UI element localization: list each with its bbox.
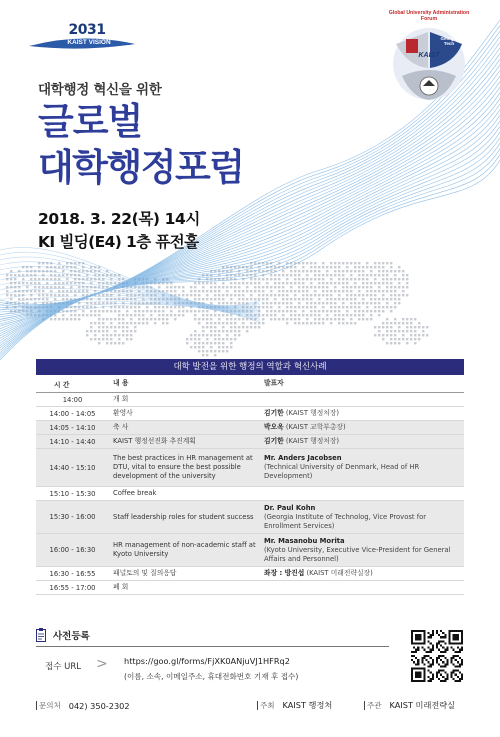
agenda-row — [36, 501, 464, 534]
footer-contact-value: 042) 350-2302 — [68, 700, 130, 711]
column-speaker: 발표자 — [264, 379, 284, 387]
column-time: 시 간 — [54, 380, 70, 389]
event-title-line1: 글로벌 — [38, 100, 143, 143]
speaker-name: Dr. Paul Kohn — [264, 503, 316, 512]
agenda-content: KAIST 행정선진화 추진계획 — [113, 437, 196, 445]
agenda-speaker — [258, 454, 464, 481]
footer-host-label: 주최 — [260, 701, 275, 710]
registration-url-link[interactable]: https://goo.gl/forms/FjXK0ANjuVJ1HFRq2 — [124, 656, 290, 666]
agenda-content: Staff leadership roles for student success — [113, 512, 254, 521]
speaker-affiliation: (KAIST 교학부총장) — [283, 423, 346, 431]
forum-title: Global University Administration Forum — [388, 10, 470, 22]
agenda-content: Coffee break — [113, 489, 157, 497]
vision-text: KAIST VISION — [67, 39, 111, 46]
agenda-rows — [36, 393, 464, 595]
column-content: 내 용 — [113, 379, 129, 387]
speaker-affiliation: (Kyoto University, Executive Vice-President for General Affairs and Personnel) — [264, 545, 451, 563]
agenda-speaker — [258, 409, 464, 418]
agenda-time: 15:10 - 15:30 — [49, 489, 96, 498]
agenda-time: 14:00 - 14:05 — [49, 409, 96, 418]
registration-url-label: 접수 URL — [45, 662, 81, 672]
agenda-table — [36, 359, 464, 595]
speaker-affiliation: (Georgia Institute of Technolog, Vice Provost for Enrollment Services) — [264, 512, 427, 530]
agenda-column-headers — [36, 375, 464, 393]
agenda-row — [36, 393, 464, 407]
speaker-name: Mr. Masanobu Morita — [264, 536, 345, 545]
global-university-forum-logo — [388, 6, 470, 102]
agenda-row — [36, 487, 464, 501]
event-subtitle: 대학행정 혁신을 위한 — [38, 82, 162, 98]
agenda-speaker — [258, 423, 464, 432]
speaker-name: 좌장 : 방진섭 — [264, 569, 305, 577]
speaker-affiliation: (KAIST 미래전략실장) — [304, 569, 373, 577]
footer-divider — [364, 701, 365, 710]
agenda-time: 16:55 - 17:00 — [49, 583, 96, 592]
agenda-content: 개 회 — [113, 395, 129, 403]
forum-kaist-label: KAIST — [418, 52, 440, 59]
agenda-row — [36, 435, 464, 449]
speaker-name: Mr. Anders Jacobsen — [264, 454, 342, 462]
agenda-time: 14:40 - 15:10 — [49, 463, 96, 472]
footer-organizer-value: KAIST 미래전략실 — [389, 700, 456, 710]
agenda-row — [36, 534, 464, 567]
speaker-name: 박오옥 — [264, 423, 284, 431]
agenda-time: 15:30 - 16:00 — [49, 513, 96, 521]
footer-organizer-label: 주관 — [367, 701, 382, 710]
footer-contact — [36, 700, 130, 711]
agenda-row — [36, 407, 464, 421]
registration-note: (이름, 소속, 이메일주소, 휴대전화번호 기재 후 접수) — [124, 672, 299, 681]
agenda-speaker — [258, 569, 464, 578]
agenda-content: 환영사 — [113, 409, 133, 417]
agenda-content: 폐 회 — [113, 583, 129, 591]
agenda-time: 16:00 - 16:30 — [49, 546, 96, 554]
speaker-affiliation: (KAIST 행정처장) — [283, 437, 340, 445]
agenda-header: 대학 발전을 위한 행정의 역할과 혁신사례 — [36, 359, 464, 375]
vision-year: 2031 — [68, 22, 106, 38]
agenda-speaker — [258, 537, 464, 564]
kaist-vision-2031-logo — [27, 22, 137, 52]
chevron-right-icon: > — [96, 656, 108, 672]
agenda-time: 16:30 - 16:55 — [49, 569, 96, 578]
forum-georgia-tech-label: Georgia Tech — [440, 36, 458, 46]
agenda-content: 축 사 — [113, 423, 129, 431]
agenda-content: 패널토의 및 질의응답 — [113, 569, 177, 577]
event-date: 2018. 3. 22(목) 14시 — [38, 210, 200, 228]
agenda-speaker — [258, 437, 464, 446]
speaker-name: 김기한 — [264, 437, 284, 445]
footer — [36, 700, 464, 712]
agenda-row — [36, 449, 464, 487]
agenda-time: 14:00 — [62, 395, 83, 404]
registration-title: 사전등록 — [53, 631, 90, 642]
registration-divider — [36, 646, 389, 647]
speaker-affiliation: (KAIST 행정처장) — [283, 409, 340, 417]
footer-divider — [257, 701, 258, 710]
agenda-content: The best practices in HR management at DTU, vital to ensure the best possible development of the university — [113, 454, 253, 480]
speaker-affiliation: (Technical University of Denmark, Head of HR Development) — [264, 463, 420, 480]
clipboard-icon — [36, 627, 46, 641]
agenda-speaker — [258, 504, 464, 531]
agenda-row — [36, 421, 464, 435]
agenda-row — [36, 581, 464, 595]
footer-host — [257, 700, 332, 711]
footer-host-value: KAIST 행정처 — [282, 700, 333, 710]
event-title-line2: 대학행정포럼 — [38, 146, 244, 189]
event-venue: KI 빌딩(E4) 1층 퓨전홀 — [38, 233, 199, 251]
agenda-time: 14:10 - 14:40 — [49, 437, 96, 446]
footer-contact-label: 문의처 — [39, 701, 61, 710]
footer-divider — [36, 701, 37, 710]
agenda-time: 14:05 - 14:10 — [49, 423, 96, 432]
agenda-content: HR management of non-academic staff at Kyoto University — [113, 541, 256, 558]
registration-qr-code[interactable] — [411, 630, 463, 682]
footer-organizer — [364, 700, 455, 711]
agenda-row — [36, 567, 464, 581]
speaker-name: 김기한 — [264, 409, 284, 417]
